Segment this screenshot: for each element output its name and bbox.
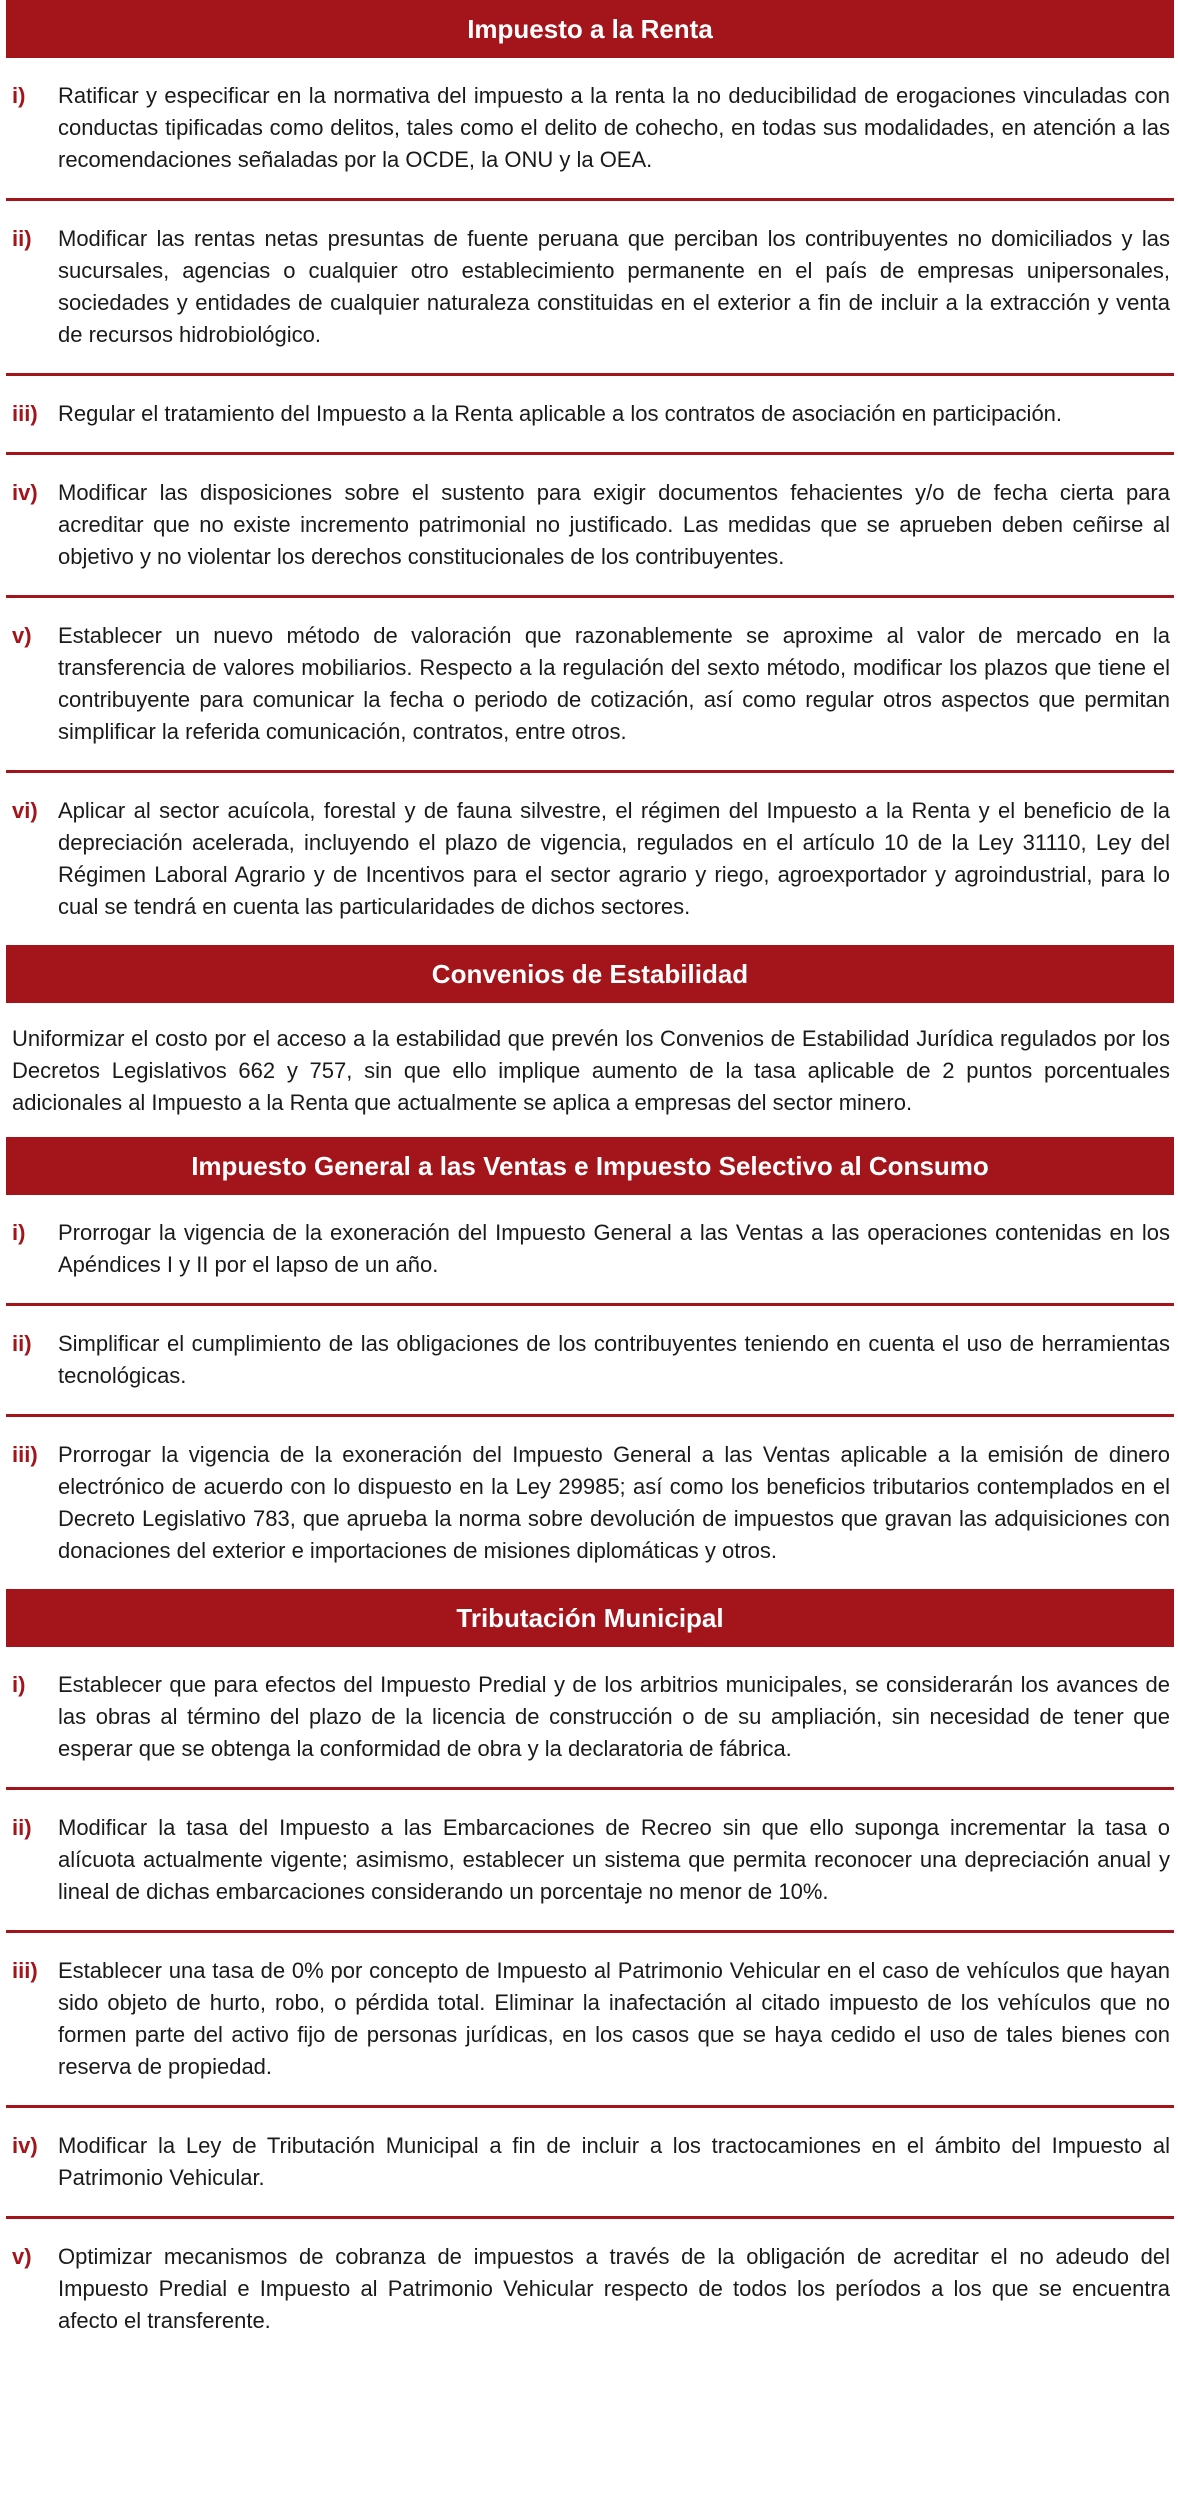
item-text: Simplificar el cumplimiento de las obligaciones de los contribuyentes teniendo en cuenta el uso de herramientas tecnológicas. (58, 1331, 1170, 1388)
item-marker: ii) (12, 1331, 32, 1356)
list-item (6, 1933, 1174, 2108)
section-title: Impuesto General a las Ventas e Impuesto Selectivo al Consumo (6, 1137, 1174, 1195)
list-item (6, 1790, 1174, 1933)
list-item (6, 58, 1174, 201)
section-paragraph: Uniformizar el costo por el acceso a la estabilidad que prevén los Convenios de Estabilidad Jurídica regulados por los Decretos Legislativos 662 y 757, sin que ello implique aumento de la tasa aplicable de 2 puntos porcentuales adicionales al Impuesto a la Renta que actualmente se aplica a empresas del sector minero. (12, 1026, 1170, 1115)
item-text: Regular el tratamiento del Impuesto a la Renta aplicable a los contratos de asociación en participación. (58, 401, 1063, 426)
section-tributacion-municipal (6, 1589, 1174, 2359)
item-text: Ratificar y especificar en la normativa del impuesto a la renta la no deducibilidad de erogaciones vinculadas con conductas tipificadas como delitos, tales como el delito de cohecho, en todas sus modalidades, en atención a las recomendaciones señaladas por la OCDE, la ONU y la OEA. (58, 83, 1170, 172)
list-item (6, 376, 1174, 455)
section-title: Convenios de Estabilidad (6, 945, 1174, 1003)
list-item (6, 201, 1174, 376)
section-title: Tributación Municipal (6, 1589, 1174, 1647)
section-title: Impuesto a la Renta (6, 0, 1174, 58)
item-text: Establecer un nuevo método de valoración que razonablemente se aproxime al valor de mercado en la transferencia de valores mobiliarios. Respecto a la regulación del sexto método, modificar los plazos que tiene el contribuyente para comunicar la fecha o periodo de cotización, así como regular otros aspectos que permitan simplificar la referida comunicación, contratos, entre otros. (58, 623, 1170, 744)
list-item (6, 1306, 1174, 1417)
list-item (6, 773, 1174, 945)
item-marker: i) (12, 1220, 26, 1245)
document-page (6, 0, 1174, 2359)
item-text: Aplicar al sector acuícola, forestal y de fauna silvestre, el régimen del Impuesto a la Renta y el beneficio de la depreciación acelerada, incluyendo el plazo de vigencia, regulados en el artículo 10 de la Ley 31110, Ley del Régimen Laboral Agrario y de Incentivos para el sector agrario y riego, agroexportador y agroindustrial, para lo cual se tendrá en cuenta las particularidades de dichos sectores. (58, 798, 1170, 919)
item-text: Modificar las rentas netas presuntas de fuente peruana que perciban los contribuyentes no domiciliados y las sucursales, agencias o cualquier otro establecimiento permanente en el país de empresas unipersonales, sociedades y entidades de cualquier naturaleza constituidas en el exterior a fin de incluir a la extracción y venta de recursos hidrobiológico. (58, 226, 1170, 347)
list-item (6, 455, 1174, 598)
item-marker: vi) (12, 798, 38, 823)
item-text: Establecer una tasa de 0% por concepto de Impuesto al Patrimonio Vehicular en el caso de vehículos que hayan sido objeto de hurto, robo, o pérdida total. Eliminar la inafectación al citado impuesto de los vehículos que no formen parte del activo fijo de personas jurídicas, en los casos que se haya cedido el uso de tales bienes con reserva de propiedad. (58, 1958, 1170, 2079)
list-item (6, 1647, 1174, 1790)
item-text: Optimizar mecanismos de cobranza de impuestos a través de la obligación de acreditar el no adeudo del Impuesto Predial e Impuesto al Patrimonio Vehicular respecto de todos los períodos a los que se encuentra afecto el transferente. (58, 2244, 1170, 2333)
list-item (6, 2108, 1174, 2219)
item-text: Modificar la Ley de Tributación Municipal a fin de incluir a los tractocamiones en el ámbito del Impuesto al Patrimonio Vehicular. (58, 2133, 1170, 2190)
item-marker: v) (12, 2244, 32, 2269)
item-marker: ii) (12, 226, 32, 251)
item-marker: iv) (12, 480, 38, 505)
section-impuesto-renta (6, 0, 1174, 945)
item-text: Prorrogar la vigencia de la exoneración del Impuesto General a las Ventas a las operaciones contenidas en los Apéndices I y II por el lapso de un año. (58, 1220, 1170, 1277)
item-marker: v) (12, 623, 32, 648)
item-marker: i) (12, 1672, 26, 1697)
list-item (6, 2219, 1174, 2359)
item-marker: iii) (12, 401, 38, 426)
item-marker: ii) (12, 1815, 32, 1840)
item-text: Modificar las disposiciones sobre el sustento para exigir documentos fehacientes y/o de fecha cierta para acreditar que no existe incremento patrimonial no justificado. Las medidas que se aprueben deben ceñirse al objetivo y no violentar los derechos constitucionales de los contribuyentes. (58, 480, 1170, 569)
list-item (6, 598, 1174, 773)
list-item (6, 1195, 1174, 1306)
item-marker: iv) (12, 2133, 38, 2158)
section-convenios-estabilidad (6, 945, 1174, 1137)
section-igv-isc (6, 1137, 1174, 1589)
item-marker: iii) (12, 1442, 38, 1467)
item-text: Modificar la tasa del Impuesto a las Embarcaciones de Recreo sin que ello suponga incrementar la tasa o alícuota actualmente vigente; asimismo, establecer un sistema que permita reconocer una depreciación anual y lineal de dichas embarcaciones considerando un porcentaje no menor de 10%. (58, 1815, 1170, 1904)
item-marker: i) (12, 83, 26, 108)
item-text: Establecer que para efectos del Impuesto Predial y de los arbitrios municipales, se considerarán los avances de las obras al término del plazo de la licencia de construcción o de su ampliación, sin necesidad de tener que esperar que se obtenga la conformidad de obra y la declaratoria de fábrica. (58, 1672, 1170, 1761)
item-marker: iii) (12, 1958, 38, 1983)
item-text: Prorrogar la vigencia de la exoneración del Impuesto General a las Ventas aplicable a la emisión de dinero electrónico de acuerdo con lo dispuesto en la Ley 29985; así como los beneficios tributarios contemplados en el Decreto Legislativo 783, que aprueba la norma sobre devolución de impuestos que gravan las adquisiciones con donaciones del exterior e importaciones de misiones diplomáticas y otros. (58, 1442, 1170, 1563)
list-item (6, 1417, 1174, 1589)
